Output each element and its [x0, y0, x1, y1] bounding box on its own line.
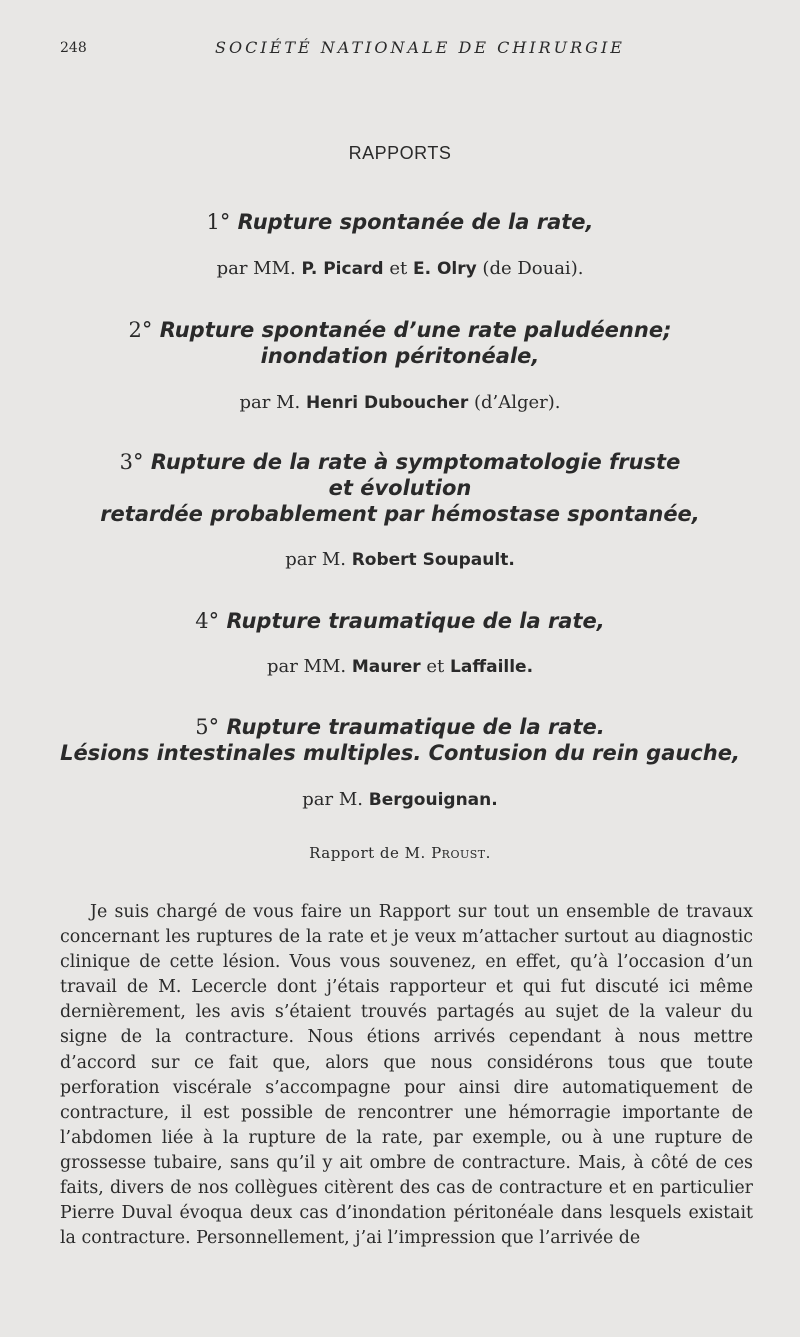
author-prefix: M. [321, 549, 346, 570]
author-affiliation: (de Douai). [482, 258, 584, 279]
body-paragraph: Je suis chargé de vous faire un Rapport sur tout un ensemble de travaux concernant les ruptures de la rate et je veux m’attacher surtout au diagnostic clinique de cette lésion. Vous vous souvenez, en effet, qu’à l’occasion d’un travail de M. Lecercle dont j’étais rapporteur et qui fut discuté ici même dernièrement, les avis s’étaient trouvés partagés au sujet de la valeur du signe de la contracture. Nous étions arrivés cependant à nous mettre d’accord sur ce fait que, alors que nous considérons tous que toute perforation viscérale s’accompagne pour ainsi dire automatiquement de contracture, il est possible de rencontrer une hémorragie importante de l’abdomen liée à la rupture de la rate, par exemple, ou à une rupture de grossesse tubaire, sans qu’il y ait ombre de contracture. Mais, à côté de ces faits, divers de nos collègues citèrent des cas de contracture et en particulier Pierre Duval évoqua deux cas d’inondation péritonéale dans lesquels existait la contracture. Personnellement, j’ai l’impression que l’arrivée de [60, 902, 753, 1249]
author-name: Henri Duboucher [305, 393, 469, 413]
report-title-line: Rupture de la rate à symptomatologie fruste [150, 450, 681, 474]
by-label: par [302, 789, 334, 810]
author-prefix: MM. [303, 656, 347, 677]
by-label: par [216, 258, 248, 279]
report-2-title [0, 318, 800, 342]
author-separator: et [389, 258, 408, 279]
by-label: par [285, 549, 317, 570]
page-number: 248 [60, 40, 87, 56]
by-label: par [239, 392, 271, 413]
report-3-title-line-3: retardée probablement par hémostase spontanée, [100, 502, 700, 526]
report-number: 5° [195, 715, 220, 739]
report-5-authors [0, 789, 800, 810]
report-number: 4° [195, 609, 220, 633]
report-title-line: Rupture spontanée d’une rate paludéenne; [159, 318, 672, 342]
report-4-title [0, 609, 800, 633]
journal-title: SOCIÉTÉ NATIONALE DE CHIRURGIE [215, 38, 625, 57]
report-4-authors [0, 656, 800, 677]
author-name: Bergouignan. [368, 790, 498, 810]
report-1-title [0, 210, 800, 234]
author-prefix: MM. [253, 258, 296, 279]
author-name: Robert Soupault. [351, 550, 515, 570]
author-name: Laffaille. [450, 657, 534, 677]
rapport-prefix: Rapport de M. [309, 844, 426, 862]
body-text [60, 900, 753, 1251]
report-5-title-line-2: Lésions intestinales multiples. Contusion du rein gauche, [60, 741, 740, 765]
author-affiliation: (d’Alger). [473, 392, 561, 413]
report-3-title [0, 450, 800, 474]
report-5-title [0, 715, 800, 739]
author-name: Maurer [351, 657, 421, 677]
report-title-line: Rupture spontanée de la rate, [237, 210, 594, 234]
author-prefix: M. [276, 392, 301, 413]
author-separator: et [426, 656, 445, 677]
report-3-authors [0, 549, 800, 570]
running-header [60, 38, 760, 60]
author-name: P. Picard [301, 259, 384, 279]
report-number: 2° [128, 318, 153, 342]
report-number: 1° [206, 210, 231, 234]
section-title: RAPPORTS [348, 143, 452, 163]
report-number: 3° [119, 450, 144, 474]
report-title-line: Rupture traumatique de la rate. [226, 715, 605, 739]
report-title-line: Rupture traumatique de la rate, [226, 609, 605, 633]
rapporteur-name: Proust. [431, 844, 491, 862]
by-label: par [266, 656, 298, 677]
author-name: E. Olry [412, 259, 477, 279]
report-2-authors [0, 392, 800, 413]
author-prefix: M. [338, 789, 364, 810]
report-3-title-line-2: et évolution [328, 476, 472, 500]
rapport-by [0, 844, 800, 862]
report-1-authors [0, 258, 800, 279]
report-2-title-line-2: inondation péritonéale, [260, 344, 540, 368]
